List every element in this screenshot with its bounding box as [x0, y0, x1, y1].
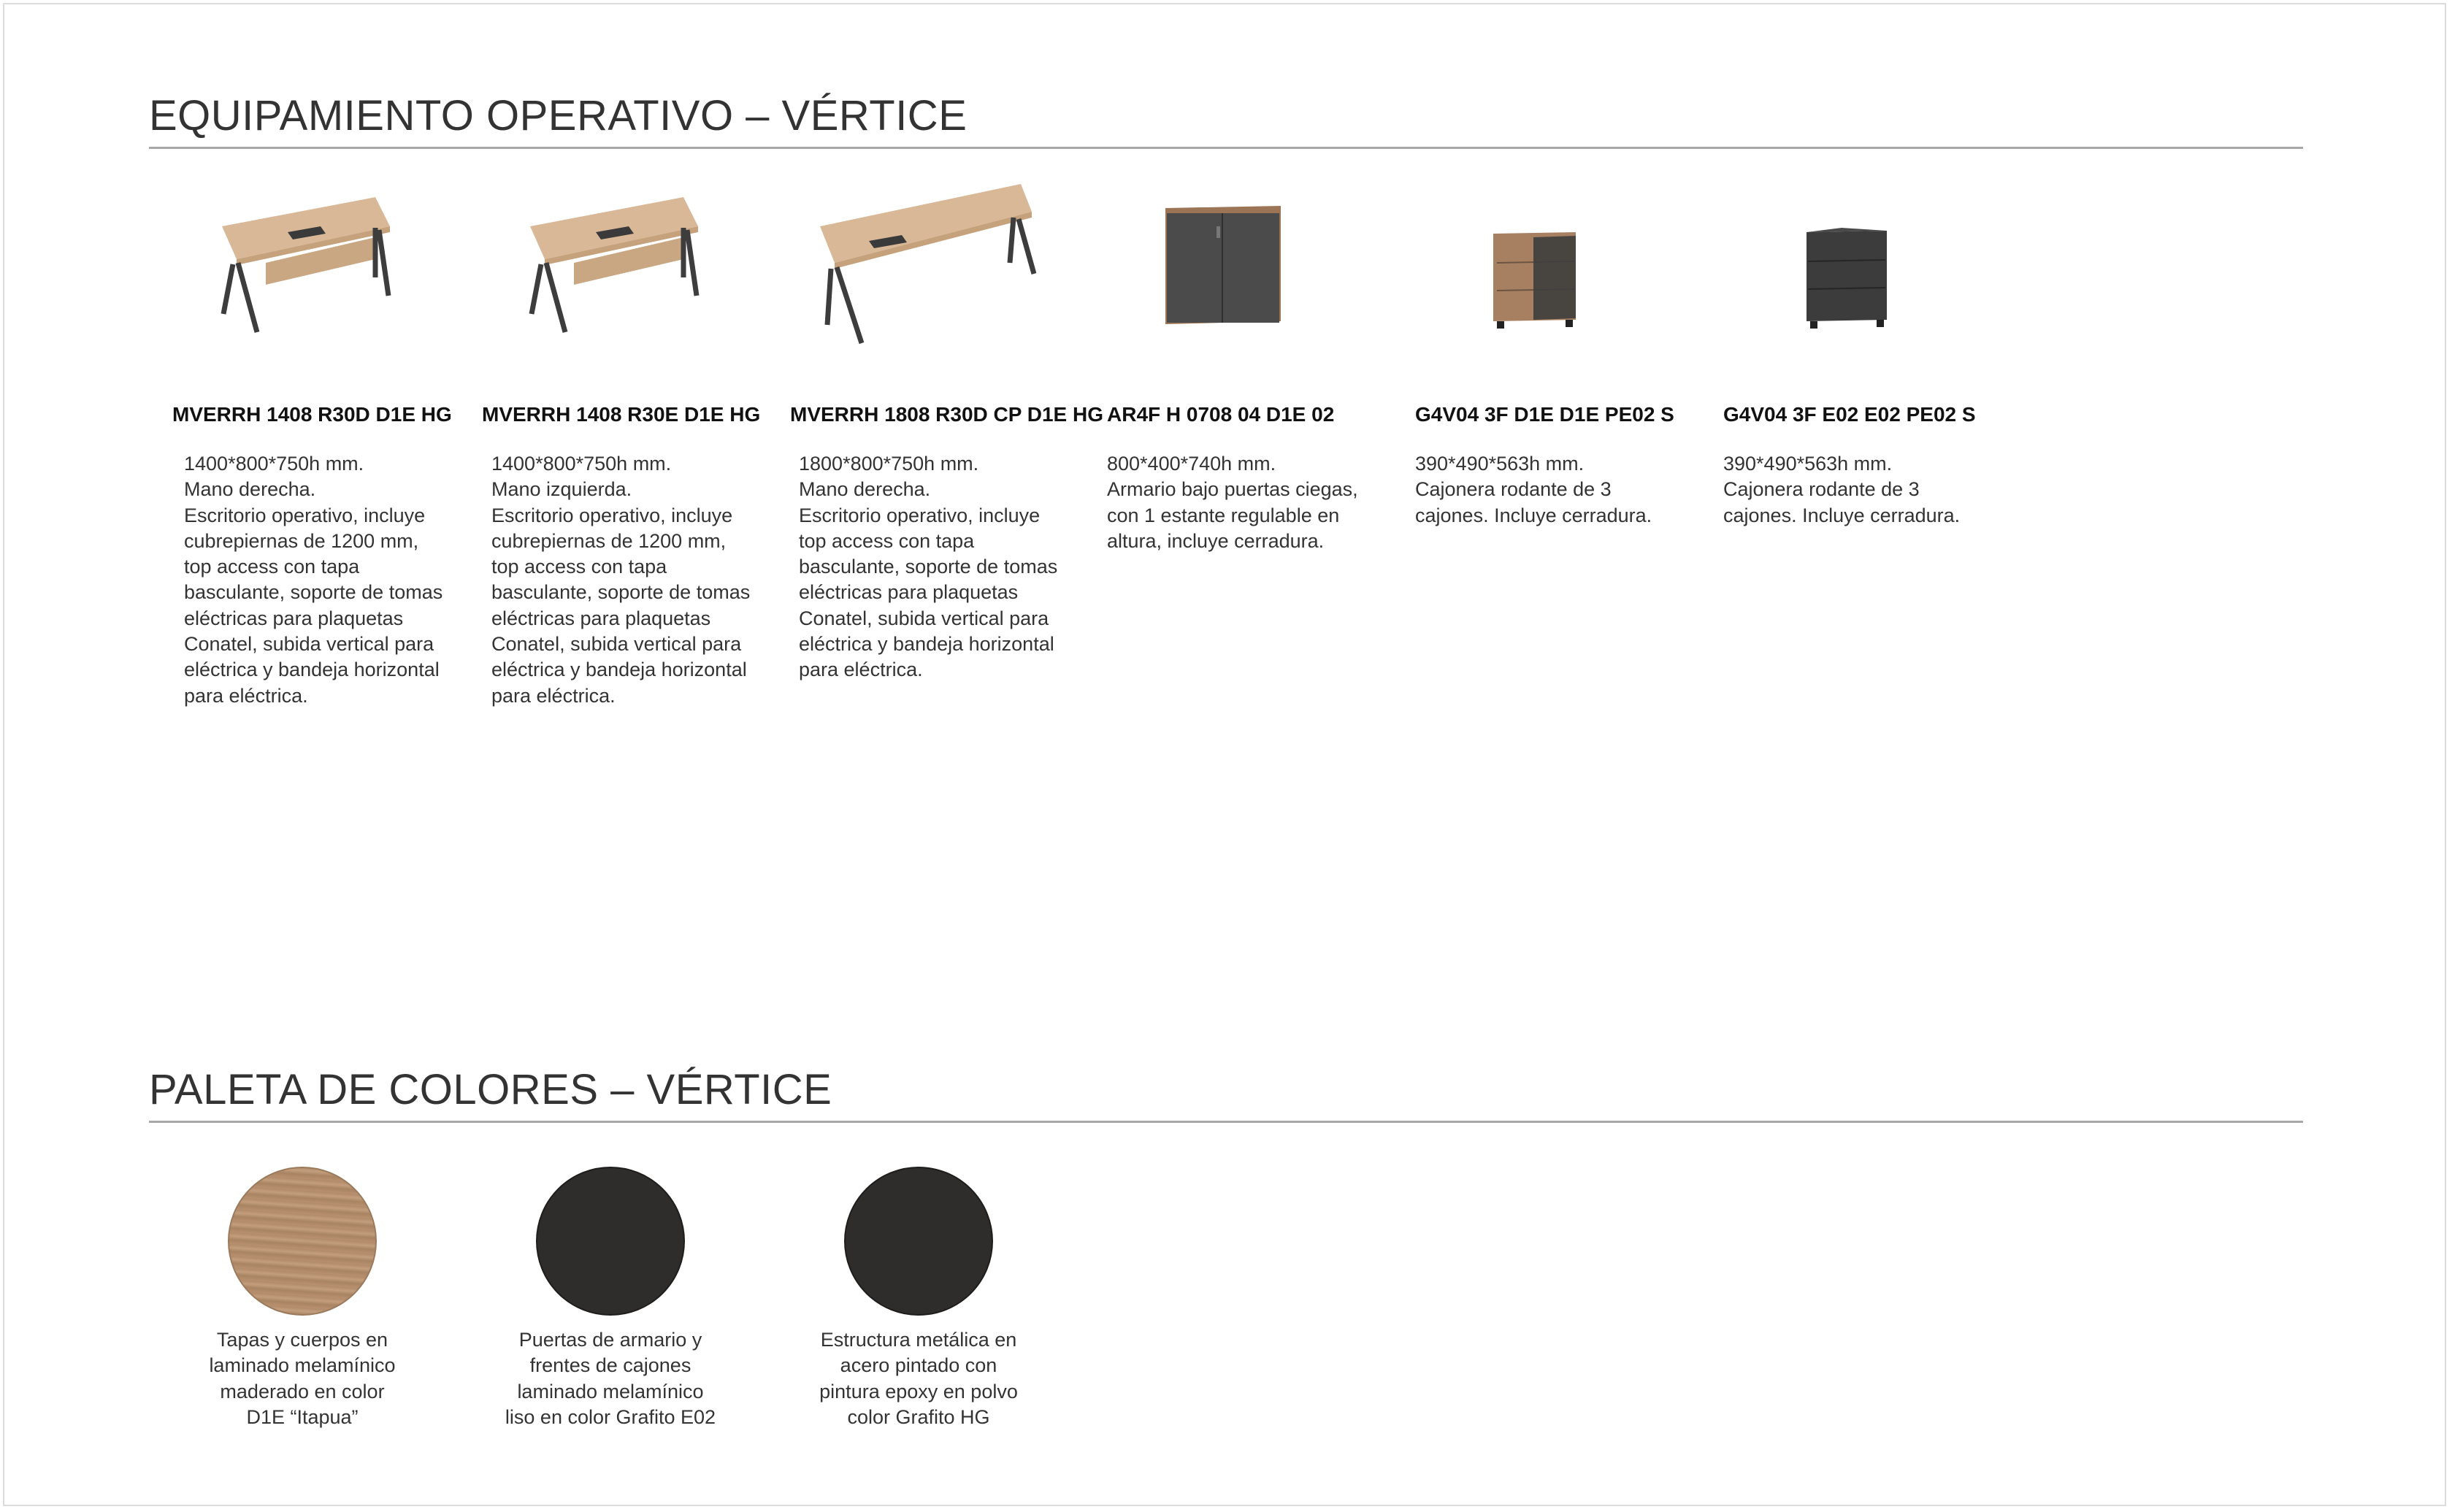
- desk-icon: [156, 168, 463, 358]
- drawer-unit-icon: [1696, 168, 2002, 358]
- product-description-3: 1800*800*750h mm. Mano derecha. Escritorio operativo, incluye top access con tapa basculante, soporte de tomas eléctricas para plaquetas Conatel, subida vertical para eléctrica y bandeja horizontal para eléctrica.: [799, 453, 1058, 681]
- desk-icon: [464, 168, 771, 358]
- product-description-5: 390*490*563h mm. Cajonera rodante de 3 cajones. Incluye cerradura.: [1415, 453, 1652, 526]
- equipment-divider: [149, 147, 2303, 149]
- swatch-label-wood: Tapas y cuerpos en laminado melamínico maderado en color D1E “Itapua”: [209, 1329, 396, 1428]
- product-description-4: 800*400*740h mm. Armario bajo puertas ciegas, con 1 estante regulable en altura, incluye cerradura.: [1107, 453, 1358, 552]
- product-image-2: [464, 168, 771, 358]
- desk-icon: [773, 168, 1079, 358]
- equipment-section-title: EQUIPAMIENTO OPERATIVO – VÉRTICE: [149, 92, 968, 139]
- swatch-label-graphite-hg: Estructura metálica en acero pintado con pintura epoxy en polvo color Grafito HG: [819, 1329, 1018, 1428]
- cabinet-icon: [1081, 168, 1387, 358]
- swatch-graphite-e02: [536, 1167, 685, 1316]
- product-code-3: MVERRH 1808 R30D CP D1E HG: [790, 403, 1103, 426]
- product-code-5: G4V04 3F D1E D1E PE02 S: [1415, 403, 1674, 426]
- product-image-1: [156, 168, 463, 358]
- product-description-1: 1400*800*750h mm. Mano derecha. Escritorio operativo, incluye cubrepiernas de 1200 mm, top access con tapa basculante, soporte de tomas eléctricas para plaquetas Conatel, subida vertical para eléctrica y bandeja horizontal para eléctrica.: [184, 453, 443, 707]
- product-image-3: [773, 168, 1079, 358]
- palette-section-title: PALETA DE COLORES – VÉRTICE: [149, 1066, 832, 1113]
- drawer-unit-icon: [1387, 168, 1694, 358]
- swatch-graphite-hg: [844, 1167, 993, 1316]
- product-code-1: MVERRH 1408 R30D D1E HG: [172, 403, 452, 426]
- swatch-wood-itapua: [228, 1167, 377, 1316]
- product-code-4: AR4F H 0708 04 D1E 02: [1107, 403, 1335, 426]
- product-image-4: [1081, 168, 1387, 358]
- swatch-label-graphite-e02: Puertas de armario y frentes de cajones laminado melamínico liso en color Grafito E02: [505, 1329, 716, 1428]
- product-description-6: 390*490*563h mm. Cajonera rodante de 3 cajones. Incluye cerradura.: [1723, 453, 1961, 526]
- product-description-2: 1400*800*750h mm. Mano izquierda. Escritorio operativo, incluye cubrepiernas de 1200 mm, top access con tapa basculante, soporte de tomas eléctricas para plaquetas Conatel, subida vertical para eléctrica y bandeja horizontal para eléctrica.: [491, 453, 751, 707]
- palette-divider: [149, 1121, 2303, 1123]
- product-code-2: MVERRH 1408 R30E D1E HG: [482, 403, 761, 426]
- product-image-6: [1696, 168, 2002, 358]
- product-image-5: [1387, 168, 1694, 358]
- product-code-6: G4V04 3F E02 E02 PE02 S: [1723, 403, 1976, 426]
